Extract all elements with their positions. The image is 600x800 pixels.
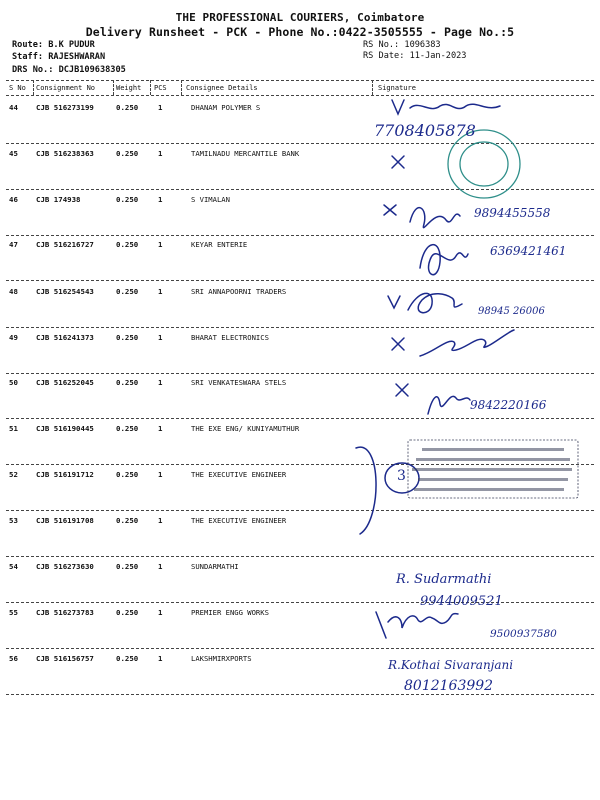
row-weight: 0.250 bbox=[116, 470, 139, 479]
row-pcs: 1 bbox=[158, 516, 163, 525]
row-weight: 0.250 bbox=[116, 333, 139, 342]
row-weight: 0.250 bbox=[116, 424, 139, 433]
row-sno: 56 bbox=[9, 654, 18, 663]
handwritten-phone: 9944009521 bbox=[420, 594, 503, 609]
cross-mark bbox=[384, 205, 396, 215]
row-weight: 0.250 bbox=[116, 240, 139, 249]
row-pcs: 1 bbox=[158, 608, 163, 617]
row-consignee: S VIMALAN bbox=[191, 195, 230, 204]
row-pcs: 1 bbox=[158, 240, 163, 249]
cross-mark bbox=[392, 338, 404, 350]
row-consignee: SRI ANNAPOORNI TRADERS bbox=[191, 287, 287, 296]
signature-scribble bbox=[420, 245, 468, 275]
row-pcs: 1 bbox=[158, 424, 163, 433]
cross-mark bbox=[396, 384, 408, 396]
runsheet-title: Delivery Runsheet - PCK - Phone No.:0422-3505555 - Page No.:5 bbox=[85, 25, 515, 39]
row-pcs: 1 bbox=[158, 287, 163, 296]
row-consignment: CJB 516241373 bbox=[36, 333, 94, 342]
row-sno: 51 bbox=[9, 424, 18, 433]
row-sno: 54 bbox=[9, 562, 18, 571]
circled-number: 3 bbox=[397, 468, 406, 484]
office-stamp-lines bbox=[412, 448, 572, 491]
row-sno: 46 bbox=[9, 195, 18, 204]
row-sno: 48 bbox=[9, 287, 18, 296]
row-consignment: CJB 516191708 bbox=[36, 516, 94, 525]
row-consignment: CJB 516273199 bbox=[36, 103, 94, 112]
row-weight: 0.250 bbox=[116, 654, 139, 663]
col-header-pcs: PCS bbox=[154, 84, 167, 92]
row-weight: 0.250 bbox=[116, 287, 139, 296]
cross-mark bbox=[392, 156, 404, 168]
row-consignment: CJB 516238363 bbox=[36, 149, 94, 158]
row-consignment: CJB 516273783 bbox=[36, 608, 94, 617]
row-weight: 0.250 bbox=[116, 378, 139, 387]
handwritten-name: R. Sudarmathi bbox=[396, 572, 492, 587]
row-consignment: CJB 516273630 bbox=[36, 562, 94, 571]
signature-scribble bbox=[428, 396, 470, 414]
row-consignment: CJB 516252045 bbox=[36, 378, 94, 387]
row-pcs: 1 bbox=[158, 562, 163, 571]
row-pcs: 1 bbox=[158, 378, 163, 387]
row-sno: 45 bbox=[9, 149, 18, 158]
row-consignee: DHANAM POLYMER S bbox=[191, 103, 261, 112]
row-weight: 0.250 bbox=[116, 562, 139, 571]
row-consignee: THE EXE ENG/ KUNIYAMUTHUR bbox=[191, 424, 300, 433]
handwritten-phone: 9842220166 bbox=[470, 398, 547, 412]
row-sno: 44 bbox=[9, 103, 18, 112]
bracket-mark bbox=[356, 447, 376, 534]
row-sno: 49 bbox=[9, 333, 18, 342]
signature-scribble bbox=[410, 208, 460, 228]
rs-date: RS Date: 11-Jan-2023 bbox=[363, 51, 467, 61]
rs-number: RS No.: 1096383 bbox=[363, 40, 441, 50]
handwritten-phone: 8012163992 bbox=[404, 678, 494, 694]
handwritten-name: R.Kothai Sivaranjani bbox=[388, 658, 514, 672]
company-seal-stamp-inner bbox=[460, 142, 508, 186]
signature-scribble bbox=[392, 100, 500, 114]
row-consignee: THE EXECUTIVE ENGINEER bbox=[191, 516, 287, 525]
row-weight: 0.250 bbox=[116, 608, 139, 617]
row-consignment: CJB 516216727 bbox=[36, 240, 94, 249]
row-consignment: CJB 516191712 bbox=[36, 470, 94, 479]
signature-scribble bbox=[376, 612, 458, 638]
col-header-consignment: Consignment No bbox=[36, 84, 96, 92]
row-pcs: 1 bbox=[158, 195, 163, 204]
col-header-sno: S No bbox=[9, 84, 26, 92]
row-weight: 0.250 bbox=[116, 103, 139, 112]
route-label: Route: B.K PUDUR bbox=[12, 40, 95, 50]
row-consignee: SUNDARMATHI bbox=[191, 562, 239, 571]
row-weight: 0.250 bbox=[116, 516, 139, 525]
row-sno: 52 bbox=[9, 470, 18, 479]
row-consignee: BHARAT ELECTRONICS bbox=[191, 333, 269, 342]
col-header-weight: Weight bbox=[116, 84, 142, 92]
row-consignee: THE EXECUTIVE ENGINEER bbox=[191, 470, 287, 479]
row-consignee: PREMIER ENGG WORKS bbox=[191, 608, 269, 617]
col-header-consignee: Consignee Details bbox=[186, 84, 258, 92]
row-pcs: 1 bbox=[158, 470, 163, 479]
row-consignee: SRI VENKATESWARA STELS bbox=[191, 378, 287, 387]
handwritten-phone: 98945 26006 bbox=[478, 306, 545, 317]
company-seal-stamp bbox=[448, 130, 520, 198]
staff-label: Staff: RAJESHWARAN bbox=[12, 52, 106, 62]
row-consignee: KEYAR ENTERIE bbox=[191, 240, 248, 249]
signature-scribble bbox=[388, 293, 462, 312]
row-sno: 55 bbox=[9, 608, 18, 617]
row-pcs: 1 bbox=[158, 333, 163, 342]
company-title: THE PROFESSIONAL COURIERS, Coimbatore bbox=[175, 11, 425, 24]
row-consignment: CJB 174938 bbox=[36, 195, 81, 204]
row-pcs: 1 bbox=[158, 103, 163, 112]
drs-number: DRS No.: DCJB109638305 bbox=[12, 65, 126, 75]
row-pcs: 1 bbox=[158, 654, 163, 663]
handwritten-phone: 9894455558 bbox=[474, 206, 551, 220]
handwritten-phone: 7708405878 bbox=[374, 121, 476, 140]
row-consignment: CJB 516254543 bbox=[36, 287, 94, 296]
row-sno: 50 bbox=[9, 378, 18, 387]
row-consignment: CJB 516156757 bbox=[36, 654, 94, 663]
row-consignment: CJB 516190445 bbox=[36, 424, 94, 433]
row-sno: 53 bbox=[9, 516, 18, 525]
row-sno: 47 bbox=[9, 240, 18, 249]
handwritten-phone: 9500937580 bbox=[490, 628, 557, 640]
row-weight: 0.250 bbox=[116, 195, 139, 204]
row-consignee: TAMILNADU MERCANTILE BANK bbox=[191, 149, 300, 158]
handwritten-phone: 6369421461 bbox=[490, 244, 567, 258]
row-consignee: LAKSHMIRXPORTS bbox=[191, 654, 252, 663]
signature-scribble bbox=[420, 330, 514, 356]
col-header-signature: Signature bbox=[378, 84, 416, 92]
row-weight: 0.250 bbox=[116, 149, 139, 158]
row-pcs: 1 bbox=[158, 149, 163, 158]
